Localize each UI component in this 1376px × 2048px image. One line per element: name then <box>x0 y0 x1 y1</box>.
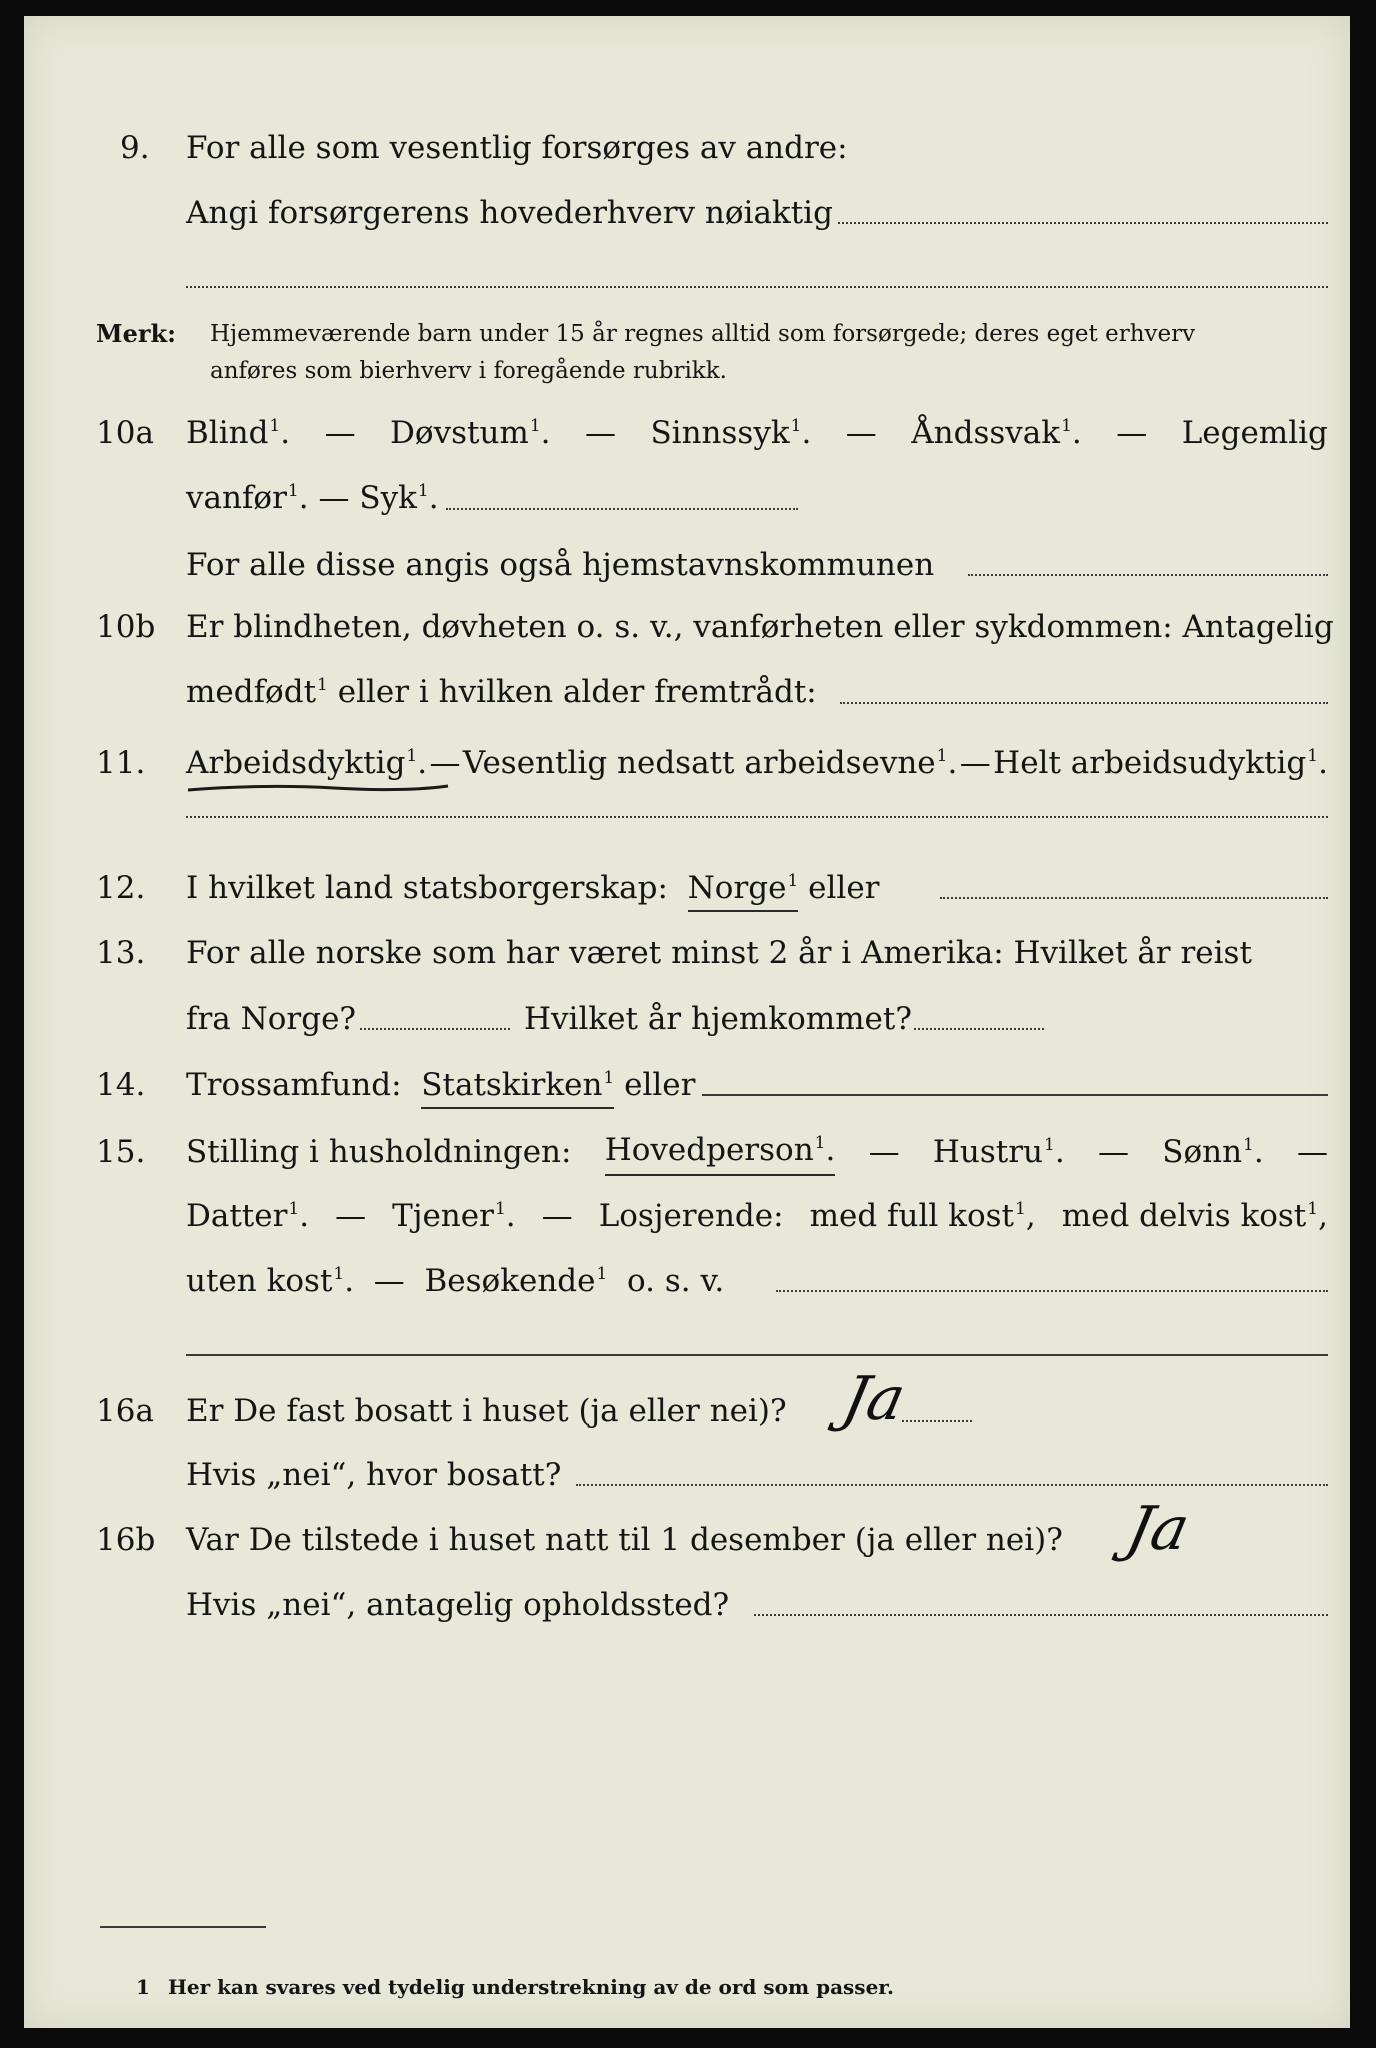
opt-tjener: Tjener$^1$. <box>392 1198 516 1234</box>
q9-line1: For alle som vesentlig forsørges av andre: <box>186 130 848 166</box>
q16b-handwritten-answer[interactable]: Ja <box>1120 1494 1196 1564</box>
q16a-answer-line[interactable] <box>902 1420 972 1422</box>
q14-number: 14. <box>96 1067 146 1103</box>
q16b-line1: Var De tilstede i huset natt til 1 desember (ja eller nei)? <box>186 1522 1063 1558</box>
opt-dovstum: Døvstum$^1$. <box>390 415 551 451</box>
opt-nedsatt[interactable]: Vesentlig nedsatt arbeidsevne$^1$. <box>462 745 958 781</box>
opt-legemlig: Legemlig <box>1181 415 1328 451</box>
opt-fullkost: med full kost$^1$, <box>809 1198 1036 1234</box>
q10b-line2: medfødt$^1$ eller i hvilken alder fremtrådt: <box>186 674 817 710</box>
q16a-line2: Hvis „nei“, hvor bosatt? <box>186 1457 562 1493</box>
q11-line: Arbeidsdyktig$^1$. — Vesentlig nedsatt arbeidsevne$^1$. — Helt arbeidsudyktig$^1$. <box>186 744 1328 787</box>
q16b-line2: Hvis „nei“, antagelig opholdssted? <box>186 1587 730 1623</box>
q10a-line2: vanfør$^1$. — Syk$^1$. <box>186 480 439 516</box>
opt-arbeidsdyktig[interactable]: Arbeidsdyktig$^1$. <box>186 745 428 781</box>
q14-line: Trossamfund: Statskirken$^1$ eller <box>186 1066 695 1109</box>
q10a-answer-line[interactable] <box>446 508 798 510</box>
q13-hjem-line[interactable] <box>914 1028 1044 1030</box>
q13-reist-line[interactable] <box>360 1028 510 1030</box>
q16a-number: 16a <box>96 1393 154 1429</box>
footnote-mark: 1 <box>136 1975 150 1999</box>
merk-line2: anføres som bierhverv i foregående rubrikk. <box>210 358 727 384</box>
q15-line2: Datter$^1$. — Tjener$^1$. — Losjerende: med full kost$^1$, med delvis kost$^1$, <box>186 1197 1328 1240</box>
footnote-text: Her kan svares ved tydelig understrekning av de ord som passer. <box>168 1975 894 1999</box>
q12-answer-line[interactable] <box>940 897 1328 899</box>
q16a-bosatt-line[interactable] <box>576 1484 1328 1486</box>
q10a-line3: For alle disse angis også hjemstavnskommunen <box>186 547 935 583</box>
q10b-answer-line[interactable] <box>840 702 1328 704</box>
q15-line3: uten kost$^1$. — Besøkende$^1$ o. s. v. <box>186 1263 725 1299</box>
q15-answer-line[interactable] <box>776 1290 1328 1292</box>
q16b-number: 16b <box>96 1522 156 1558</box>
q15-extra-line[interactable] <box>186 1354 1328 1356</box>
q9-number: 9. <box>120 130 150 166</box>
q13-hjem: Hvilket år hjemkommet? <box>524 1001 912 1037</box>
q10a-line1: Blind$^1$. — Døvstum$^1$. — Sinnssyk$^1$. — Åndssvak$^1$. — Legemlig <box>186 414 1328 457</box>
q9-answer-line-2[interactable] <box>186 286 1328 288</box>
q13-number: 13. <box>96 935 146 971</box>
q11-number: 11. <box>96 745 146 781</box>
q12-number: 12. <box>96 870 146 906</box>
q11-extra-line[interactable] <box>186 816 1328 818</box>
opt-datter: Datter$^1$. <box>186 1198 310 1234</box>
merk-line1: Hjemmeværende barn under 15 år regnes alltid som forsørgede; deres eget erhverv <box>210 321 1196 347</box>
opt-blind: Blind$^1$. <box>186 415 291 451</box>
opt-sonn: Sønn$^1$. <box>1162 1134 1264 1170</box>
q9-line2: Angi forsørgerens hovederhverv nøiaktig <box>186 195 833 231</box>
census-form-page <box>24 16 1350 2028</box>
opt-delviskost: med delvis kost$^1$, <box>1061 1198 1328 1234</box>
footnote-rule <box>100 1926 266 1928</box>
q11-handwritten-underline <box>184 776 454 800</box>
merk-label: Merk: <box>96 319 176 348</box>
q12-norge-underlined[interactable]: Norge$^1$ <box>688 871 799 912</box>
q10b-line1: Er blindheten, døvheten o. s. v., vanførheten eller sykdommen: Antagelig <box>186 609 1334 645</box>
q12-line: I hvilket land statsborgerskap: Norge$^1$ eller <box>186 869 880 912</box>
opt-hustru: Hustru$^1$. <box>932 1134 1065 1170</box>
q14-answer-line[interactable] <box>702 1094 1328 1096</box>
q10b-number: 10b <box>96 609 156 645</box>
q16b-opholdssted-line[interactable] <box>754 1614 1328 1616</box>
q10a-number: 10a <box>96 415 154 451</box>
q13-reist: fra Norge? <box>186 1001 357 1037</box>
opt-andssvak: Åndssvak$^1$. <box>911 415 1082 451</box>
q16a-handwritten-answer[interactable]: Ja <box>836 1364 912 1434</box>
q14-statskirken-underlined[interactable]: Statskirken$^1$ <box>421 1068 614 1109</box>
q13-line1: For alle norske som har været minst 2 år i Amerika: Hvilket år reist <box>186 935 1252 971</box>
opt-hovedperson[interactable]: Hovedperson$^1$. <box>605 1133 836 1176</box>
q9-answer-line[interactable] <box>838 222 1328 224</box>
q10a-hjemstavn-line[interactable] <box>968 574 1328 576</box>
q16a-line1: Er De fast bosatt i huset (ja eller nei)? <box>186 1393 787 1429</box>
opt-sinnssyk: Sinnssyk$^1$. <box>650 415 812 451</box>
q15-number: 15. <box>96 1134 146 1170</box>
opt-udyktig[interactable]: Helt arbeidsudyktig$^1$. <box>993 745 1328 781</box>
q15-line1: Stilling i husholdningen: Hovedperson$^1$. — Hustru$^1$. — Sønn$^1$. — <box>186 1133 1328 1176</box>
